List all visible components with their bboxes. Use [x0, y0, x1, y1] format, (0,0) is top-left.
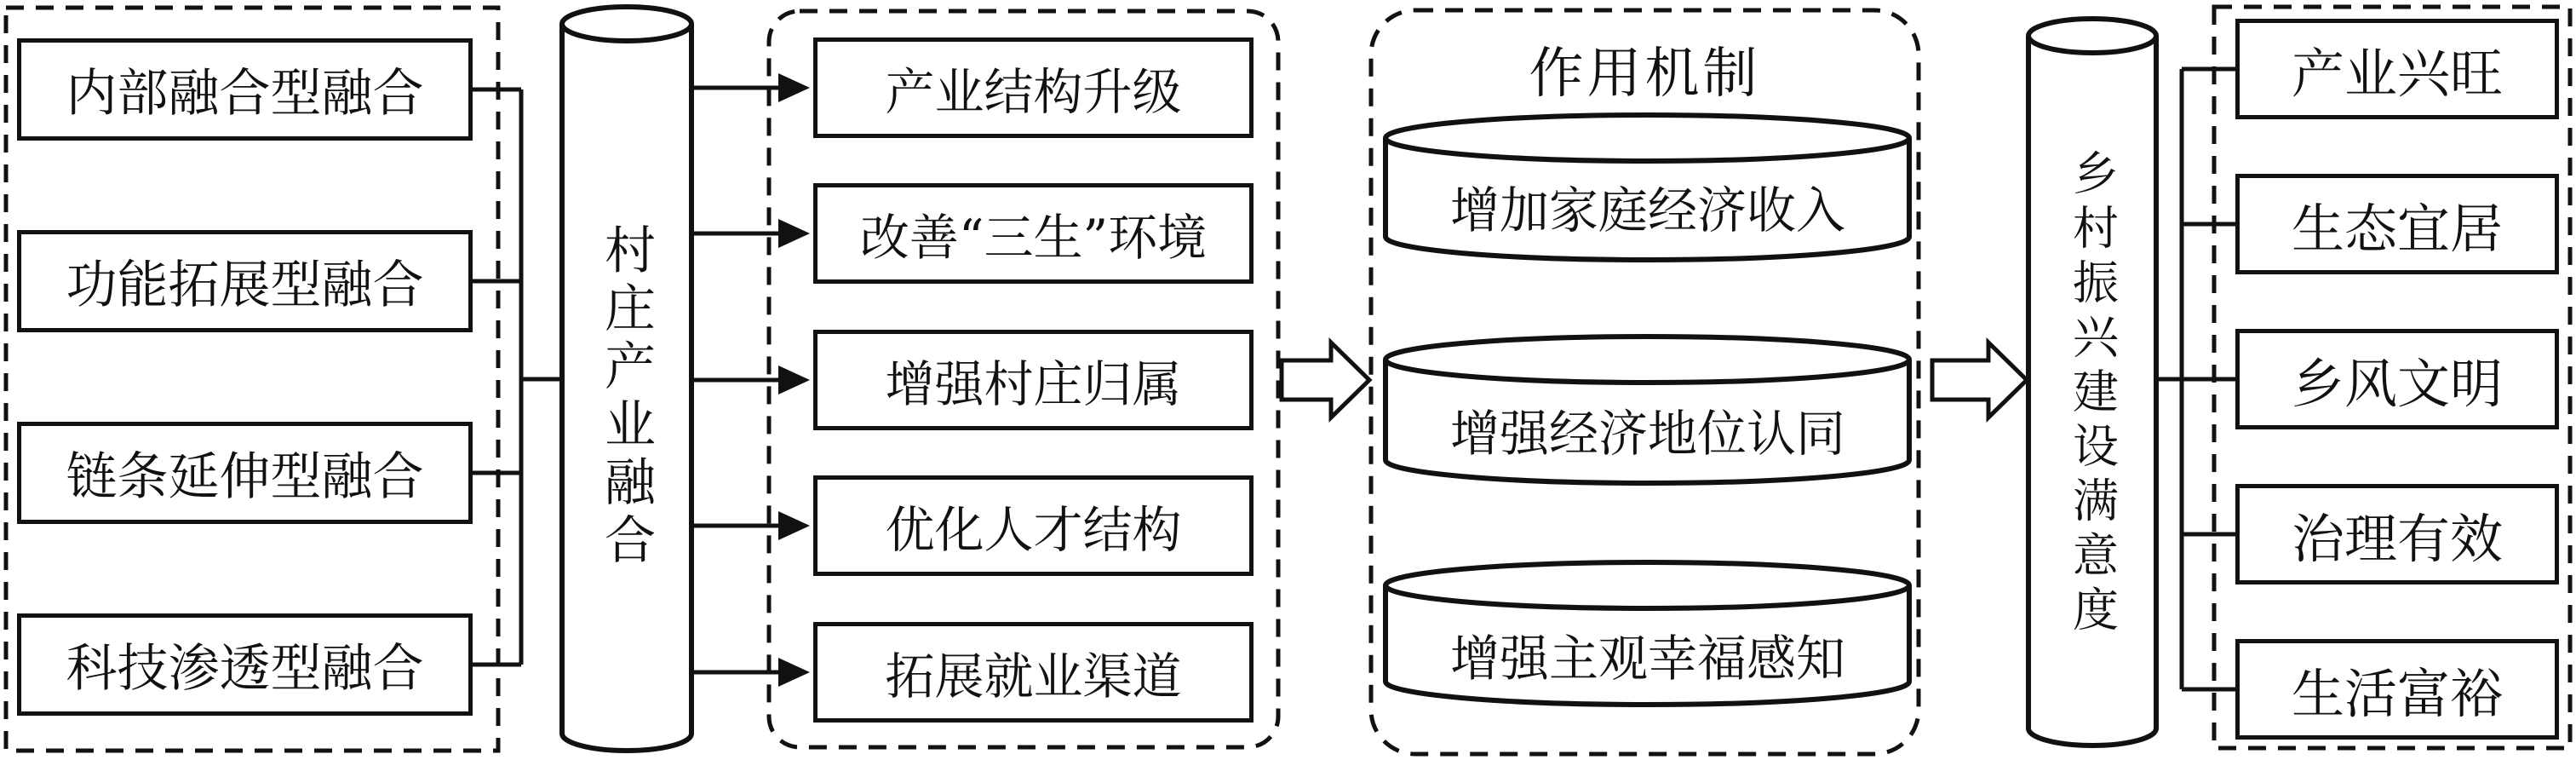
mechanism-disk-label: 增强经济地位认同 [1449, 405, 1845, 463]
mechanism-disk-label: 增加家庭经济收入 [1449, 181, 1845, 239]
mechanism-title: 作用机制 [1529, 43, 1761, 106]
dimension-box: 生态宜居 [2235, 174, 2559, 274]
dimension-box: 治理有效 [2235, 484, 2559, 584]
left-bracket-connector [473, 89, 566, 665]
arrow-icon [691, 511, 810, 540]
arrow-icon [691, 219, 810, 248]
dimension-box: 乡风文明 [2235, 329, 2559, 429]
arrow-icon [691, 658, 810, 687]
arrow-icon [691, 73, 810, 102]
mechanism-disk-label: 增强主观幸福感知 [1449, 630, 1845, 688]
left-cylinder-label: 村庄产业融合 [596, 223, 656, 571]
dimension-box: 产业兴旺 [2235, 19, 2559, 119]
outcome-box: 产业结构升级 [813, 37, 1254, 138]
flow-arrows [691, 73, 810, 687]
fusion-type-box: 内部融合型融合 [17, 38, 473, 141]
fusion-type-box: 科技渗透型融合 [17, 613, 473, 716]
block-arrow-icon [1282, 343, 1369, 417]
fusion-type-box: 链条延伸型融合 [17, 422, 473, 524]
outcome-box: 拓展就业渠道 [813, 622, 1254, 723]
outcome-box: 增强村庄归属 [813, 330, 1254, 430]
outcome-box: 优化人才结构 [813, 475, 1254, 576]
block-arrow-icon [1932, 343, 2027, 417]
right-cylinder-label: 乡村振兴建设满意度 [2065, 149, 2120, 640]
dimension-box: 生活富裕 [2235, 639, 2559, 740]
outcome-box: 改善“三生”环境 [813, 183, 1254, 284]
fusion-type-box: 功能拓展型融合 [17, 230, 473, 332]
arrow-icon [691, 366, 810, 394]
right-bracket-connector [2156, 69, 2235, 689]
